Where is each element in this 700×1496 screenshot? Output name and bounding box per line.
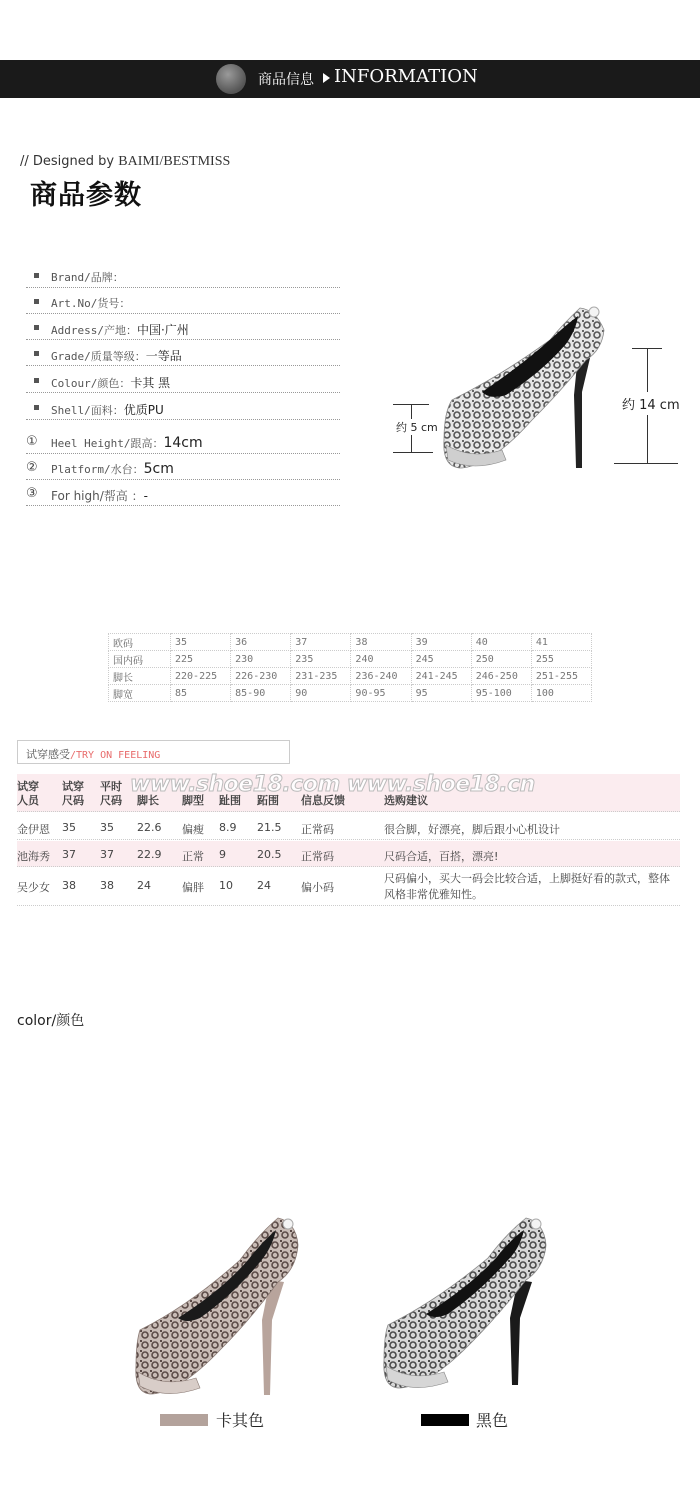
- watermark-text: www.shoe18.com www.shoe18.cn: [130, 772, 535, 797]
- table-cell: 236-240: [351, 668, 411, 685]
- table-head-cell: 欧码: [109, 634, 171, 651]
- try-on-title-en: /TRY ON FEELING: [70, 750, 161, 761]
- dimension-cap: [614, 463, 678, 464]
- cell-try: 37: [62, 848, 76, 861]
- cell-advice: 尺码偏小，买大一码会比较合适，上脚挺好看的款式，整体: [384, 872, 670, 885]
- color-name-black: 黑色: [476, 1411, 509, 1430]
- spec-shell: [26, 396, 340, 420]
- table-cell: 241-245: [411, 668, 471, 685]
- bullet-icon: [34, 325, 39, 330]
- cell-toe: 8.9: [219, 821, 237, 834]
- try-on-title-cn: 试穿感受: [26, 748, 70, 761]
- measure-label: Platform/水台：: [51, 463, 144, 476]
- table-row: [17, 868, 680, 906]
- col-header: 选购建议: [384, 794, 428, 807]
- bullet-icon: [34, 405, 39, 410]
- table-cell: 40: [471, 634, 531, 651]
- measure-value: -: [143, 489, 148, 503]
- col-header: 试穿 人员: [17, 780, 39, 807]
- cell-ball: 20.5: [257, 848, 282, 861]
- cell-advice-line2: 风格非常优雅知性。: [384, 888, 483, 901]
- bullet-icon: [34, 273, 39, 278]
- table-cell: 39: [411, 634, 471, 651]
- cell-feedback: 正常码: [301, 850, 334, 863]
- table-head-cell: 脚长: [109, 668, 171, 685]
- spec-label: Brand/品牌：: [51, 271, 124, 284]
- table-cell: 95: [411, 685, 471, 702]
- page-title: 商品参数: [30, 180, 142, 211]
- measure-num: ③: [26, 486, 38, 501]
- designed-prefix: // Designed by: [20, 154, 119, 169]
- table-cell: 251-255: [531, 668, 591, 685]
- cell-length: 24: [137, 879, 151, 892]
- dimension-label-platform: 约 5 cm: [396, 421, 438, 434]
- swatch-black[interactable]: [421, 1414, 469, 1426]
- col-header: 脚型: [182, 794, 204, 807]
- dimension-label-heel: 约 14 cm: [622, 392, 680, 415]
- table-cell: 220-225: [171, 668, 231, 685]
- col-header: 信息反馈: [301, 794, 345, 807]
- col-header: 趾围: [219, 794, 241, 807]
- col-header: 平时 尺码: [100, 780, 122, 807]
- bullet-icon: [34, 351, 39, 356]
- table-row: [109, 668, 592, 685]
- table-cell: 246-250: [471, 668, 531, 685]
- table-cell: 230: [231, 651, 291, 668]
- dimension-cap: [393, 452, 433, 453]
- cell-usual: 35: [100, 821, 114, 834]
- table-cell: 245: [411, 651, 471, 668]
- shoe-khaki-image: [130, 1210, 320, 1405]
- spec-brand: [26, 264, 340, 288]
- table-row: [109, 634, 592, 651]
- cell-shape: 偏胖: [182, 881, 204, 894]
- measure-num: ②: [26, 460, 38, 475]
- table-cell: 85: [171, 685, 231, 702]
- measure-label: For high/帮高 ：: [51, 489, 144, 503]
- cell-try: 35: [62, 821, 76, 834]
- cell-feedback: 正常码: [301, 823, 334, 836]
- size-table: [108, 633, 592, 702]
- table-head-cell: 脚宽: [109, 685, 171, 702]
- spec-value: 卡其 黑: [130, 376, 171, 390]
- cell-ball: 21.5: [257, 821, 282, 834]
- spec-label: Colour/颜色：: [51, 377, 131, 390]
- table-head-cell: 国内码: [109, 651, 171, 668]
- col-header: 试穿 尺码: [62, 780, 84, 807]
- table-cell: 36: [231, 634, 291, 651]
- cell-shape: 正常: [182, 850, 204, 863]
- color-section-label: color/颜色: [17, 1013, 85, 1029]
- table-cell: 38: [351, 634, 411, 651]
- banner-title-cn: 商品信息: [258, 72, 314, 88]
- cell-feedback: 偏小码: [301, 881, 334, 894]
- cell-ball: 24: [257, 879, 271, 892]
- table-row: [109, 685, 592, 702]
- spec-label: Art.No/货号：: [51, 297, 131, 310]
- cell-usual: 38: [100, 879, 114, 892]
- spec-value: 优质PU: [123, 403, 164, 417]
- measure-value: 14cm: [163, 435, 203, 451]
- cell-name: 吴少女: [17, 881, 50, 894]
- table-row: [109, 651, 592, 668]
- table-cell: 100: [531, 685, 591, 702]
- measure-platform: [26, 456, 340, 480]
- measure-value: 5cm: [143, 461, 174, 477]
- spec-grade: [26, 342, 340, 366]
- table-cell: 255: [531, 651, 591, 668]
- cell-length: 22.9: [137, 848, 162, 861]
- spec-address: [26, 316, 340, 340]
- try-on-title: [17, 740, 290, 764]
- cell-length: 22.6: [137, 821, 162, 834]
- measure-label: Heel Height/跟高：: [51, 437, 164, 450]
- banner-circle-icon: [216, 64, 246, 94]
- table-cell: 95-100: [471, 685, 531, 702]
- table-cell: 41: [531, 634, 591, 651]
- cell-name: 池海秀: [17, 850, 50, 863]
- shoe-black-image: [378, 1210, 568, 1405]
- table-row: [17, 814, 680, 840]
- spec-value: 一等品: [145, 349, 182, 363]
- info-banner: [0, 60, 700, 98]
- spec-art-no: [26, 290, 340, 314]
- banner-title-en: INFORMATION: [334, 66, 478, 87]
- table-cell: 235: [291, 651, 351, 668]
- table-cell: 37: [291, 634, 351, 651]
- table-cell: 240: [351, 651, 411, 668]
- bullet-icon: [34, 378, 39, 383]
- shoe-main-image: [382, 300, 622, 475]
- bullet-icon: [34, 299, 39, 304]
- table-cell: 35: [171, 634, 231, 651]
- measure-heel: [26, 430, 340, 454]
- cell-advice: 尺码合适，百搭，漂亮!: [384, 850, 499, 863]
- measure-for-high: [26, 482, 340, 506]
- col-header: 脚长: [137, 794, 159, 807]
- cell-try: 38: [62, 879, 76, 892]
- measure-num: ①: [26, 434, 38, 449]
- cell-toe: 10: [219, 879, 233, 892]
- spec-label: Shell/面料：: [51, 404, 124, 417]
- spec-colour: [26, 369, 340, 393]
- col-header: 跖围: [257, 794, 279, 807]
- arrow-right-icon: [323, 73, 330, 83]
- table-row: [17, 841, 680, 867]
- cell-toe: 9: [219, 848, 226, 861]
- designed-by: [20, 154, 230, 170]
- spec-value: 中国·广州: [136, 323, 189, 337]
- table-cell: 85-90: [231, 685, 291, 702]
- table-cell: 250: [471, 651, 531, 668]
- spec-label: Address/产地：: [51, 324, 137, 337]
- table-cell: 226-230: [231, 668, 291, 685]
- spec-label: Grade/质量等级：: [51, 350, 146, 363]
- cell-shape: 偏瘦: [182, 823, 204, 836]
- color-name-khaki: 卡其色: [216, 1411, 265, 1430]
- cell-name: 金伊恩: [17, 823, 50, 836]
- designed-brand: BAIMI/BESTMISS: [118, 154, 231, 169]
- swatch-khaki[interactable]: [160, 1414, 208, 1426]
- table-cell: 231-235: [291, 668, 351, 685]
- table-cell: 225: [171, 651, 231, 668]
- cell-advice: 很合脚，好漂亮，脚后跟小心机设计: [384, 823, 560, 836]
- table-cell: 90-95: [351, 685, 411, 702]
- table-cell: 90: [291, 685, 351, 702]
- cell-usual: 37: [100, 848, 114, 861]
